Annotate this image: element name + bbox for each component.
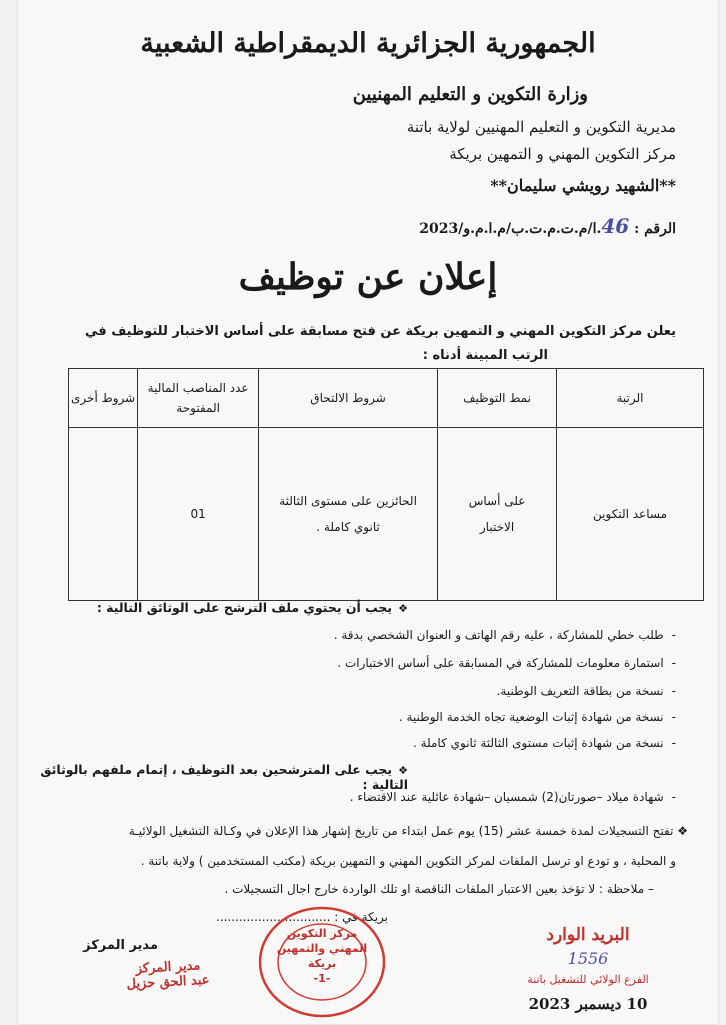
list-item: -شهادة ميلاد –صورتان(2) شمسيان –شهادة عائلية عند الاقتضاء . (349, 790, 676, 804)
list-item: -نسخة من شهادة إثبات مستوى الثالثة ثانوي كاملة . (412, 736, 676, 750)
directorate-header: مديرية التكوين و التعليم المهنيين لولاية باتنة (406, 118, 676, 136)
seal-line-3: بريكة (307, 957, 337, 970)
reference-line (419, 214, 676, 238)
reference-label: الرقم : (634, 221, 676, 237)
docs-section-1 (97, 600, 408, 615)
reference-code: .ا/م.ت.م.ت.ب/م.ا.م.و/2023 (419, 221, 602, 237)
center-header: مركز التكوين المهني و التمهين بريكة (449, 145, 676, 163)
docs-section-2 (18, 762, 408, 792)
ministry-header: وزارة التكوين و التعليم المهنيين (352, 84, 588, 105)
director-title: مدير المركز (83, 938, 158, 953)
mail-stamp-number: 1556 (567, 949, 609, 968)
cell-conditions-text: الحائزين على مستوى الثالثة ثانوي كاملة . (279, 494, 417, 534)
registration-note-1: ❖ تفتح التسجيلات لمدة خمسة عشر (15) يوم عمل ابتداء من تاريخ إشهار هذا الإعلان في وكـالة التشغيل الولائيـة (128, 824, 688, 838)
seal-line-2: المهني والتمهين (276, 942, 368, 955)
docs-section-2-text: يجب على المترشحين بعد التوظيف ، إتمام ملفهم بالوثائق التالية : (40, 762, 408, 792)
diamond-bullet-icon: ❖ (398, 602, 408, 615)
cell-count: 01 (138, 428, 259, 601)
seal-line-1: مركز التكوين (286, 927, 358, 940)
list-item: -استمارة معلومات للمشاركة في المسابقة على أساس الاختبارات . (337, 656, 676, 670)
registration-note-2: و المحلية ، و تودع او ترسل الملفات لمركز التكوين المهني و التمهين بريكة (مكتب المستخدمين ) ولاية باتنة . (140, 854, 676, 868)
diamond-bullet-icon: ❖ (398, 764, 408, 777)
list-item-text: نسخة من شهادة إثبات مستوى الثالثة ثانوي كاملة . (412, 736, 664, 750)
signer-title: مدير المركز (135, 958, 201, 977)
reference-number: 46 (601, 214, 630, 238)
registration-note-3: – ملاحظة : لا تؤخذ بعين الاعتبار الملفات الناقصة او تلك الواردة خارج اجال التسجيلات . (224, 882, 654, 896)
list-item: -طلب خطي للمشاركة ، عليه رقم الهاتف و العنوان الشخصي بدقة . (333, 628, 676, 642)
cell-other (69, 428, 138, 601)
mail-stamp-date: 10 ديسمبر 2023 (528, 995, 648, 1013)
director-signature (98, 960, 238, 1000)
mail-stamp-title: البريد الوارد (546, 925, 630, 945)
signer-name: عبد الحق حزيل (126, 972, 210, 993)
republic-header: الجمهورية الجزائرية الديمقراطية الشعبية (140, 28, 596, 59)
docs-section-1-text: يجب أن يحتوي ملف الترشح على الوثائق التالية : (96, 600, 393, 615)
header-other: شروط أخرى (69, 369, 138, 428)
cell-conditions (259, 428, 438, 601)
intro-line-2: الرتب المبينة أدناه : (422, 348, 548, 363)
header-rank: الرتبة (557, 369, 704, 428)
announcement-title: إعلان عن توظيف (238, 256, 498, 298)
list-item-text: استمارة معلومات للمشاركة في المسابقة على أساس الاختبارات . (337, 656, 664, 670)
seal-line-4: -1- (313, 972, 331, 985)
list-item-text: نسخة من شهادة إثبات الوضعية تجاه الخدمة الوطنية . (398, 710, 664, 724)
list-item: -نسخة من شهادة إثبات الوضعية تجاه الخدمة الوطنية . (398, 710, 676, 724)
list-item-text: شهادة ميلاد –صورتان(2) شمسيان –شهادة عائلية عند الاقتضاء . (349, 790, 664, 804)
list-item: -نسخة من بطاقة التعريف الوطنية. (496, 684, 676, 698)
header-count: عدد المناصب المالية المفتوحة (138, 369, 259, 428)
official-seal (254, 900, 390, 1018)
incoming-mail-stamp (498, 925, 678, 1025)
positions-table (68, 368, 704, 601)
cell-mode (438, 428, 557, 601)
table-row (69, 428, 704, 601)
document-page (18, 0, 718, 1024)
list-item-text: طلب خطي للمشاركة ، عليه رقم الهاتف و العنوان الشخصي بدقة . (333, 628, 664, 642)
header-conditions: شروط الالتحاق (259, 369, 438, 428)
center-name: **الشهيد رويشي سليمان** (490, 176, 676, 195)
intro-line-1: يعلن مركز التكوين المهني و التمهين بريكة عن فتح مسابقة على أساس الاختبار للتوظيف في (85, 324, 676, 339)
table-header-row (69, 369, 704, 428)
mail-stamp-agency: الفرع الولائي للتشغيل باتنة (527, 973, 649, 986)
cell-rank: مساعد التكوين (557, 428, 704, 601)
list-item-text: نسخة من بطاقة التعريف الوطنية. (496, 684, 664, 698)
header-mode: نمط التوظيف (438, 369, 557, 428)
cell-mode-text: على أساس الاختبار (468, 494, 526, 534)
signature-place-date: بريكة في : .............................. (215, 910, 388, 924)
